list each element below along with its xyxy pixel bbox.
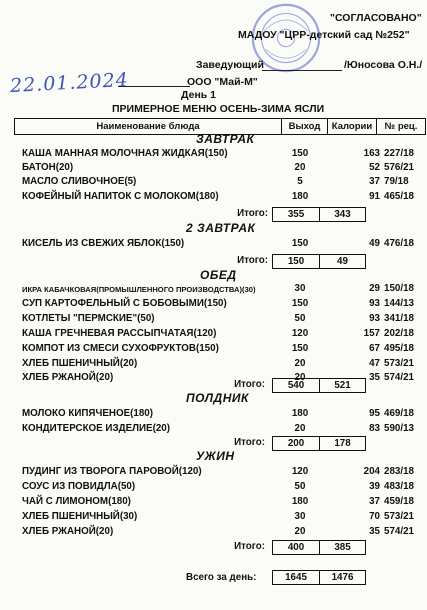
breakfast2-total bbox=[272, 254, 366, 269]
day-total-calories: 1476 bbox=[319, 571, 365, 584]
dish-output: 20 bbox=[294, 423, 306, 434]
dish-name: ХЛЕБ ПШЕНИЧНЫЙ(20) bbox=[22, 358, 138, 369]
dish-output: 5 bbox=[297, 176, 303, 187]
breakfast-total bbox=[272, 207, 366, 222]
snack-total bbox=[272, 436, 366, 451]
menu-row bbox=[22, 176, 422, 189]
dish-output: 20 bbox=[294, 162, 306, 173]
dish-name: КИСЕЛЬ ИЗ СВЕЖИХ ЯБЛОК(150) bbox=[22, 238, 185, 249]
total-calories: 178 bbox=[319, 437, 365, 450]
dish-calories: 29 bbox=[369, 283, 380, 294]
dish-calories: 157 bbox=[363, 328, 380, 339]
menu-row bbox=[22, 328, 422, 341]
dish-name: КОТЛЕТЫ "ПЕРМСКИЕ"(50) bbox=[22, 313, 155, 324]
menu-row bbox=[22, 238, 422, 251]
dish-calories: 39 bbox=[369, 481, 380, 492]
dish-name: МОЛОКО КИПЯЧЕНОЕ(180) bbox=[22, 408, 153, 419]
approval-head-label: Заведующий bbox=[196, 59, 264, 71]
dish-output: 180 bbox=[291, 408, 309, 419]
menu-row bbox=[22, 298, 422, 311]
dish-output: 50 bbox=[294, 313, 306, 324]
dish-calories: 95 bbox=[369, 408, 380, 419]
total-label: Итого: bbox=[237, 255, 268, 266]
total-calories: 343 bbox=[319, 208, 365, 221]
dish-calories: 83 bbox=[369, 423, 380, 434]
menu-row bbox=[22, 313, 422, 326]
menu-row bbox=[22, 423, 422, 436]
dish-output: 150 bbox=[291, 238, 309, 249]
dish-recipe: 590/13 bbox=[384, 423, 414, 434]
approval-head-name: /Юносова О.Н./ bbox=[344, 59, 423, 71]
handwritten-date: 22.01.2024 bbox=[9, 68, 130, 98]
dish-recipe: 483/18 bbox=[384, 481, 414, 492]
dish-calories: 37 bbox=[369, 496, 380, 507]
meal-title-lunch: ОБЕД bbox=[200, 268, 237, 282]
dish-calories: 35 bbox=[369, 526, 380, 537]
dish-output: 150 bbox=[291, 298, 309, 309]
menu-row bbox=[22, 526, 422, 539]
dish-output: 150 bbox=[291, 343, 309, 354]
dish-recipe: 283/18 bbox=[384, 466, 414, 477]
dish-calories: 163 bbox=[363, 148, 380, 159]
dish-name: КОНДИТЕРСКОЕ ИЗДЕЛИЕ(20) bbox=[22, 423, 171, 434]
dish-recipe: 202/18 bbox=[384, 328, 414, 339]
dish-name: ПУДИНГ ИЗ ТВОРОГА ПАРОВОЙ(120) bbox=[22, 466, 202, 477]
dish-name: ХЛЕБ РЖАНОЙ(20) bbox=[22, 526, 114, 537]
menu-row bbox=[22, 191, 422, 204]
col-output-header: Выход bbox=[281, 119, 327, 134]
dish-recipe: 459/18 bbox=[384, 496, 414, 507]
menu-row bbox=[22, 511, 422, 524]
dish-recipe: 574/21 bbox=[384, 526, 414, 537]
dish-recipe: 465/18 bbox=[384, 191, 414, 202]
dish-name: ХЛЕБ ПШЕНИЧНЫЙ(30) bbox=[22, 511, 138, 522]
dish-recipe: 573/21 bbox=[384, 358, 414, 369]
dish-calories: 91 bbox=[369, 191, 380, 202]
total-output: 400 bbox=[287, 542, 305, 553]
total-label: Итого: bbox=[234, 541, 265, 552]
col-name-header: Наименование блюда bbox=[96, 121, 200, 132]
dish-calories: 47 bbox=[369, 358, 380, 369]
dish-calories: 37 bbox=[369, 176, 380, 187]
dish-name: ЧАЙ С ЛИМОНОМ(180) bbox=[22, 496, 131, 507]
menu-row bbox=[22, 481, 422, 494]
dish-recipe: 227/18 bbox=[384, 148, 414, 159]
total-calories: 521 bbox=[319, 379, 365, 392]
menu-row bbox=[22, 466, 422, 479]
dish-name: КАША ГРЕЧНЕВАЯ РАССЫПЧАТАЯ(120) bbox=[22, 328, 217, 339]
meal-title-snack: ПОЛДНИК bbox=[186, 391, 249, 405]
dish-name: КАША МАННАЯ МОЛОЧНАЯ ЖИДКАЯ(150) bbox=[22, 148, 228, 159]
menu-title: ПРИМЕРНОЕ МЕНЮ ОСЕНЬ-ЗИМА ЯСЛИ bbox=[112, 103, 325, 115]
dish-name: СУП КАРТОФЕЛЬНЫЙ С БОБОВЫМИ(150) bbox=[22, 298, 227, 309]
dish-recipe: 574/21 bbox=[384, 372, 414, 383]
dish-recipe: 469/18 bbox=[384, 408, 414, 419]
dish-calories: 204 bbox=[363, 466, 380, 477]
date-line bbox=[118, 86, 190, 87]
supplier-name: ООО "Май-М" bbox=[187, 76, 258, 88]
dish-recipe: 341/18 bbox=[384, 313, 414, 324]
dish-name: ХЛЕБ РЖАНОЙ(20) bbox=[22, 372, 114, 383]
signature-line bbox=[262, 70, 342, 71]
dish-output: 120 bbox=[291, 466, 309, 477]
lunch-total bbox=[272, 378, 366, 393]
meal-title-breakfast2: 2 ЗАВТРАК bbox=[186, 221, 256, 235]
dish-name: СОУС ИЗ ПОВИДЛА(50) bbox=[22, 481, 136, 492]
total-output: 150 bbox=[287, 256, 305, 267]
menu-row bbox=[22, 148, 422, 161]
dish-calories: 35 bbox=[369, 372, 380, 383]
menu-row bbox=[22, 496, 422, 509]
dish-output: 30 bbox=[294, 283, 306, 294]
dish-output: 30 bbox=[294, 511, 306, 522]
total-label: Итого: bbox=[234, 437, 265, 448]
menu-row bbox=[22, 358, 422, 371]
dish-recipe: 476/18 bbox=[384, 238, 414, 249]
dinner-total bbox=[272, 540, 366, 555]
approval-title: "СОГЛАСОВАНО" bbox=[330, 12, 422, 24]
dish-calories: 52 bbox=[369, 162, 380, 173]
meal-title-breakfast: ЗАВТРАК bbox=[196, 132, 255, 146]
dish-recipe: 573/21 bbox=[384, 511, 414, 522]
meal-title-dinner: УЖИН bbox=[196, 449, 235, 463]
day-total-label: Всего за день: bbox=[186, 572, 257, 583]
total-output: 200 bbox=[287, 438, 305, 449]
total-calories: 385 bbox=[319, 541, 365, 554]
dish-output: 180 bbox=[291, 191, 309, 202]
menu-row bbox=[22, 162, 422, 175]
menu-row bbox=[22, 283, 422, 296]
menu-row bbox=[22, 343, 422, 356]
col-calories-header: Калории bbox=[327, 119, 376, 134]
dish-output: 150 bbox=[291, 148, 309, 159]
col-recipe-header: № рец. bbox=[376, 119, 425, 134]
dish-recipe: 79/18 bbox=[384, 176, 409, 187]
day-title: День 1 bbox=[181, 89, 217, 101]
day-total bbox=[272, 570, 366, 585]
dish-output: 20 bbox=[294, 358, 306, 369]
dish-recipe: 150/18 bbox=[384, 283, 414, 294]
dish-name: БАТОН(20) bbox=[22, 162, 74, 173]
dish-name: МАСЛО СЛИВОЧНОЕ(5) bbox=[22, 176, 137, 187]
day-total-output: 1645 bbox=[285, 572, 307, 583]
total-label: Итого: bbox=[234, 379, 265, 390]
dish-name: КОФЕЙНЫЙ НАПИТОК С МОЛОКОМ(180) bbox=[22, 191, 219, 202]
dish-output: 20 bbox=[294, 526, 306, 537]
dish-recipe: 495/18 bbox=[384, 343, 414, 354]
dish-calories: 70 bbox=[369, 511, 380, 522]
dish-name: КОМПОТ ИЗ СМЕСИ СУХОФРУКТОВ(150) bbox=[22, 343, 219, 354]
approval-org: МАДОУ "ЦРР-детский сад №252" bbox=[238, 29, 410, 41]
total-label: Итого: bbox=[237, 208, 268, 219]
dish-output: 50 bbox=[294, 481, 306, 492]
menu-row bbox=[22, 408, 422, 421]
total-output: 540 bbox=[287, 380, 305, 391]
dish-calories: 93 bbox=[369, 313, 380, 324]
dish-calories: 93 bbox=[369, 298, 380, 309]
total-calories: 49 bbox=[319, 255, 365, 268]
dish-recipe: 576/21 bbox=[384, 162, 414, 173]
total-output: 355 bbox=[287, 209, 305, 220]
dish-output: 20 bbox=[294, 372, 306, 383]
dish-recipe: 144/13 bbox=[384, 298, 414, 309]
dish-calories: 49 bbox=[369, 238, 380, 249]
dish-name: ИКРА КАБАЧКОВАЯ(ПРОМЫШЛЕННОГО ПРОИЗВОДСТВА)(30) bbox=[22, 285, 256, 294]
dish-calories: 67 bbox=[369, 343, 380, 354]
dish-output: 180 bbox=[291, 496, 309, 507]
dish-output: 120 bbox=[291, 328, 309, 339]
